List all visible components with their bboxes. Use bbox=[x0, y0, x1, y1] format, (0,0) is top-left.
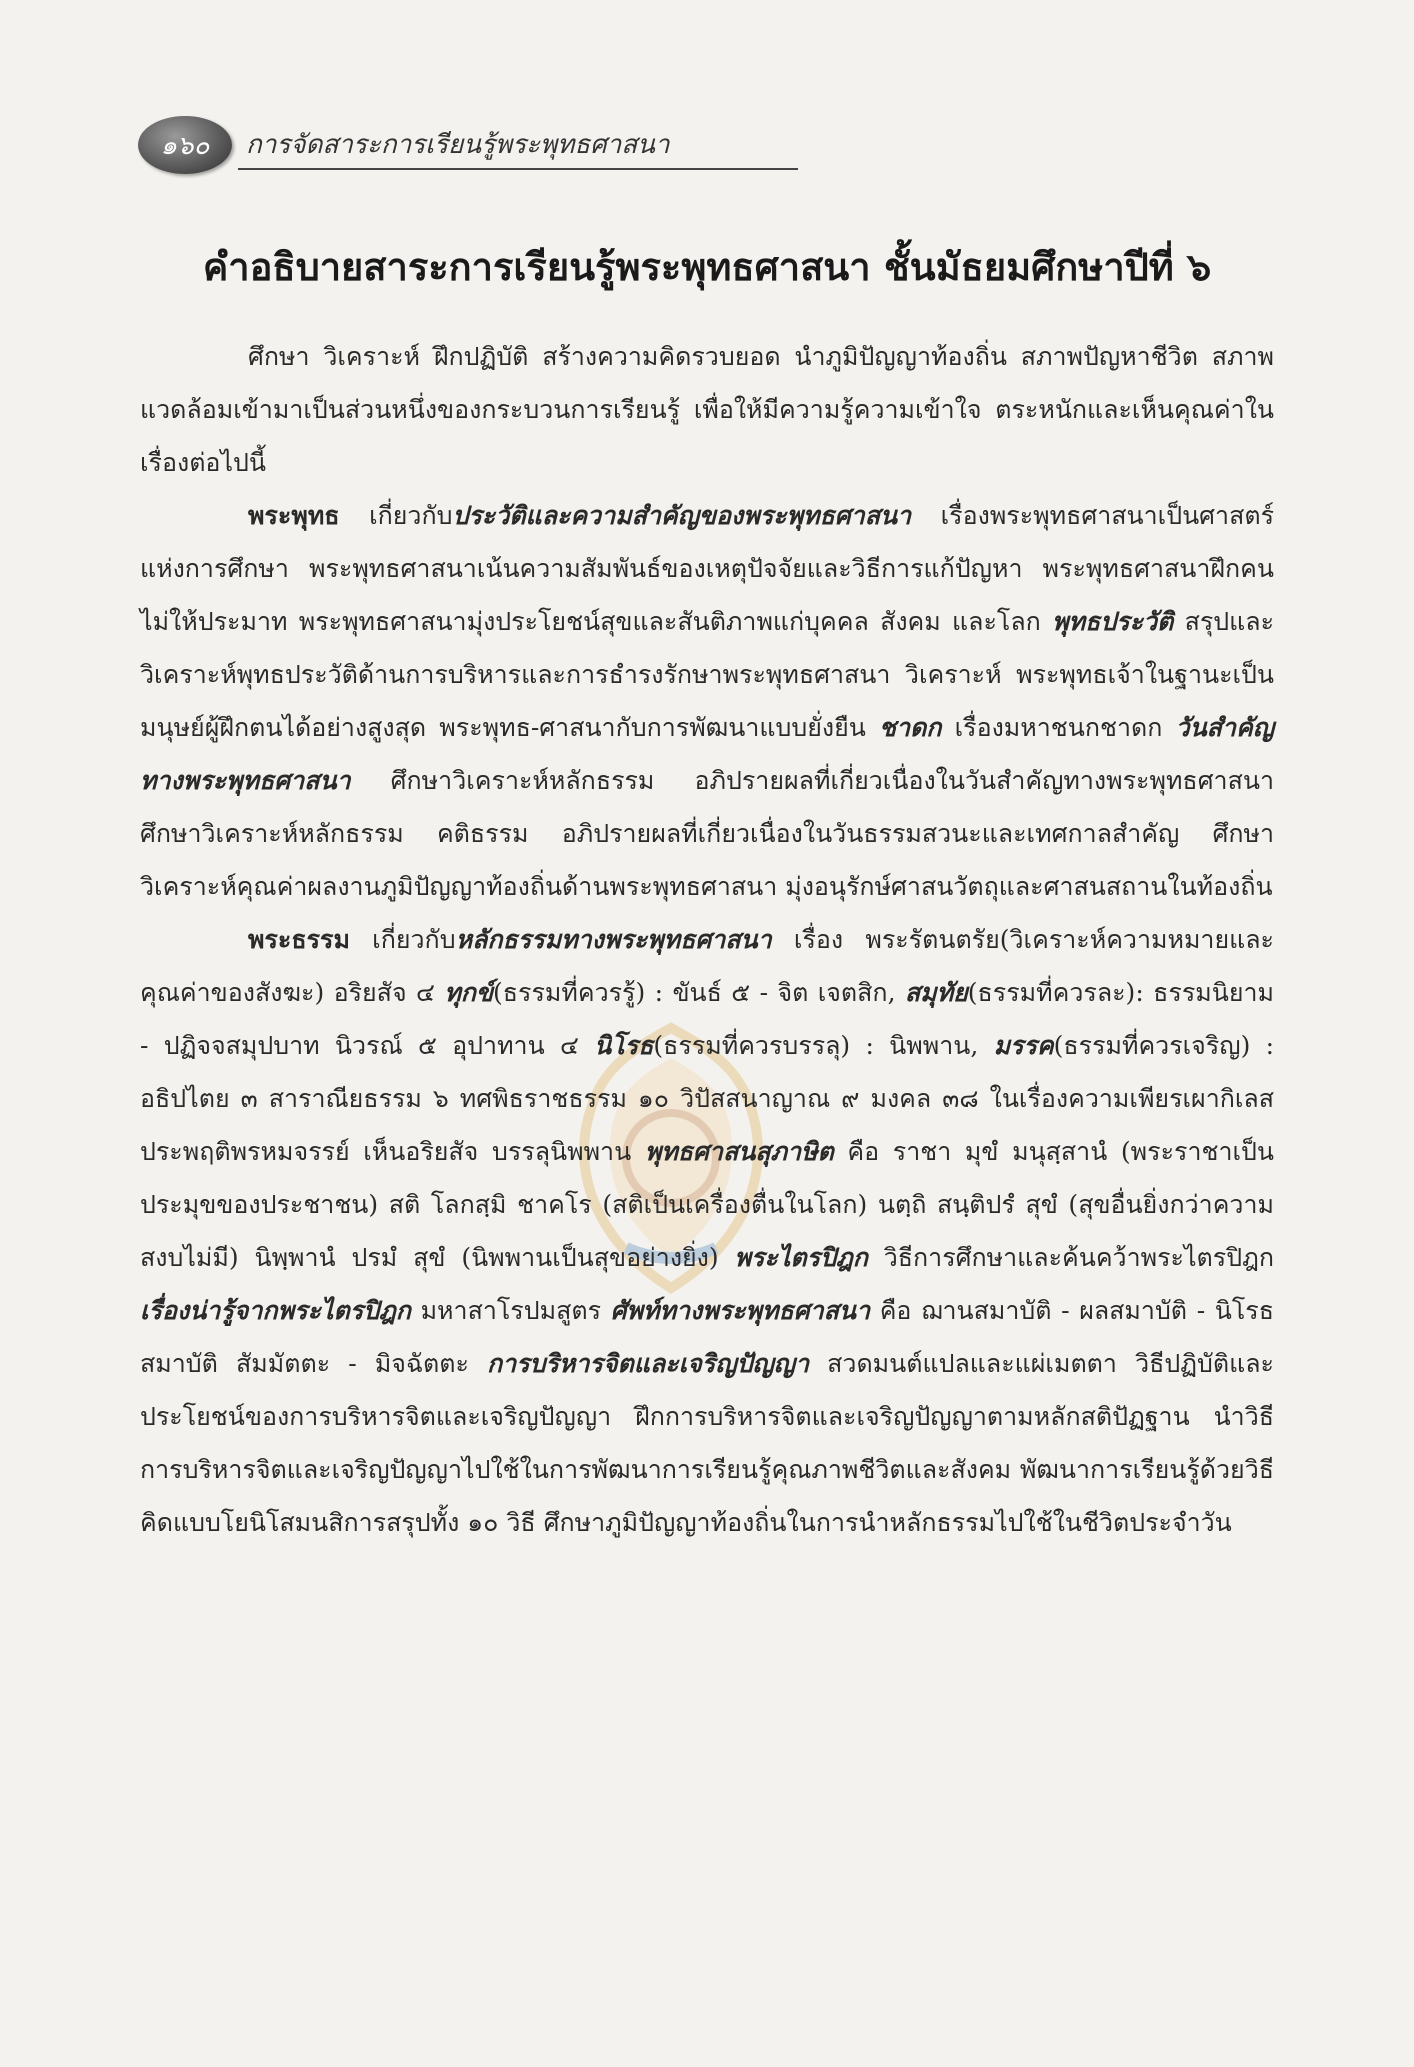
topic: หลักธรรมทางพระพุทธศาสนา bbox=[455, 925, 772, 954]
text-span: คือ ราชา มุขํ มนุสฺสานํ (พระราชาเป็นประมุขของประชาชน) สติ โลกสฺมิ ชาคโร (สติเป็นเครื่องตื่นในโลก) นตฺถิ สนฺติปรํ สุขํ (สุขอื่นยิ่งกว่าความสงบไม่มี) นิพฺพานํ ปรมํ สุขํ (นิพพานเป็นสุขอย่างยิ่ง) bbox=[140, 1137, 1274, 1272]
topic: สมุทัย bbox=[904, 978, 968, 1007]
text-span: วิธีการศึกษาและค้นคว้าพระไตรปิฎก bbox=[867, 1243, 1274, 1272]
topic: ศัพท์ทางพระพุทธศาสนา bbox=[610, 1296, 871, 1325]
text-span: (ธรรมที่ควรรู้) : ขันธ์ ๕ - จิต เจตสิก, bbox=[493, 978, 905, 1007]
text-span: เรื่อง พระรัตนตรัย(วิเคราะห์ความหมายและคุณค่าของสังฆะ) อริยสัจ ๔ bbox=[140, 925, 1274, 1007]
text-span: มหาสาโรปมสูตร bbox=[410, 1296, 611, 1325]
header-rule bbox=[238, 168, 798, 170]
text-span: เกี่ยวกับ bbox=[339, 501, 453, 530]
topic: นิโรธ bbox=[594, 1031, 654, 1060]
text-span: คือ ฌานสมาบัติ - ผลสมาบัติ - นิโรธสมาบัติ สัมมัตตะ - มิจฉัตตะ bbox=[140, 1296, 1274, 1378]
text-span: (ธรรมที่ควรบรรลุ) : นิพพาน, bbox=[653, 1031, 994, 1060]
topic: มรรค bbox=[993, 1031, 1054, 1060]
dhamma-paragraph bbox=[140, 913, 1274, 1549]
text-span: (ธรรมที่ควรละ): ธรรมนิยาม - ปฏิจจสมุปบาท นิวรณ์ ๕ อุปาทาน ๔ bbox=[140, 978, 1274, 1060]
page-number: ๑๖๐ bbox=[138, 116, 232, 174]
intro-paragraph: ศึกษา วิเคราะห์ ฝึกปฏิบัติ สร้างความคิดรวบยอด นำภูมิปัญญาท้องถิ่น สภาพปัญหาชีวิต สภาพแวดล้อมเข้ามาเป็นส่วนหนึ่งของกระบวนการเรียนรู้ เพื่อให้มีความรู้ความเข้าใจ ตระหนักและเห็นคุณค่าในเรื่องต่อไปนี้ bbox=[140, 342, 1274, 477]
text-span: เรื่องพระพุทธศาสนาเป็นศาสตร์แห่งการศึกษา พระพุทธศาสนาเน้นความสัมพันธ์ของเหตุปัจจัยและวิธีการแก้ปัญหา พระพุทธศาสนาฝึกคนไม่ให้ประมาท พระพุทธศาสนามุ่งประโยชน์สุขและสันติภาพแก่บุคคล สังคม และโลก bbox=[140, 501, 1274, 636]
running-title: การจัดสาระการเรียนรู้พระพุทธศาสนา bbox=[246, 130, 670, 160]
text-span: เรื่องมหาชนกชาดก bbox=[941, 713, 1176, 742]
topic: พุทธศาสนสุภาษิต bbox=[644, 1137, 834, 1166]
buddha-paragraph bbox=[140, 489, 1274, 913]
text-span: ศึกษาวิเคราะห์หลักธรรม อภิปรายผลที่เกี่ยวเนื่องในวันสำคัญทางพระพุทธศาสนา ศึกษาวิเคราะห์หลักธรรม คติธรรม อภิปรายผลที่เกี่ยวเนื่องในวันธรรมสวนะและเทศกาลสำคัญ ศึกษา วิเคราะห์คุณค่าผลงานภูมิปัญญาท้องถิ่นด้านพระพุทธศาสนา มุ่งอนุรักษ์ศาสนวัตถุและศาสนสถานในท้องถิ่น bbox=[140, 766, 1274, 901]
term: พระธรรม bbox=[248, 925, 350, 954]
topic: พุทธประวัติ bbox=[1052, 607, 1174, 636]
running-header bbox=[138, 108, 678, 188]
topic: พระไตรปิฎก bbox=[734, 1243, 868, 1272]
page-title: คำอธิบายสาระการเรียนรู้พระพุทธศาสนา ชั้นมัธยมศึกษาปีที่ ๖ bbox=[202, 244, 1212, 289]
topic: วันสำคัญทางพระพุทธศาสนา bbox=[140, 713, 1274, 795]
document-body bbox=[140, 330, 1274, 1549]
text-span: สรุปและวิเคราะห์พุทธประวัติด้านการบริหารและการธำรงรักษาพระพุทธศาสนา วิเคราะห์ พระพุทธเจ้าในฐานะเป็นมนุษย์ผู้ฝึกตนได้อย่างสูงสุด พระพุทธ-ศาสนากับการพัฒนาแบบยั่งยืน bbox=[140, 607, 1274, 742]
text-span: เกี่ยวกับ bbox=[349, 925, 456, 954]
topic: ประวัติและความสำคัญของพระพุทธศาสนา bbox=[452, 501, 912, 530]
text-span: (ธรรมที่ควรเจริญ) : อธิปไตย ๓ สาราณียธรรม ๖ ทศพิธราชธรรม ๑๐ วิปัสสนาญาณ ๙ มงคล ๓๘ ในเรื่องความเพียรเผากิเลส ประพฤติพรหมจรรย์ เห็นอริยสัจ บรรลุนิพพาน bbox=[140, 1031, 1275, 1166]
topic: ทุกข์ bbox=[444, 978, 494, 1007]
topic: การบริหารจิตและเจริญปัญญา bbox=[487, 1349, 810, 1378]
text-span: สวดมนต์แปลและแผ่เมตตา วิธีปฏิบัติและประโยชน์ของการบริหารจิตและเจริญปัญญา ฝึกการบริหารจิตและเจริญปัญญาตามหลักสติปัฏฐาน นำวิธีการบริหารจิตและเจริญปัญญาไปใช้ในการพัฒนาการเรียนรู้คุณภาพชีวิตและสังคม พัฒนาการเรียนรู้ด้วยวิธีคิดแบบโยนิโสมนสิการสรุปทั้ง ๑๐ วิธี ศึกษาภูมิปัญญาท้องถิ่นในการนำหลักธรรมไปใช้ในชีวิตประจำวัน bbox=[140, 1349, 1274, 1537]
topic: เรื่องน่ารู้จากพระไตรปิฎก bbox=[140, 1296, 411, 1325]
topic: ชาดก bbox=[879, 713, 942, 742]
term: พระพุทธ bbox=[248, 501, 340, 530]
